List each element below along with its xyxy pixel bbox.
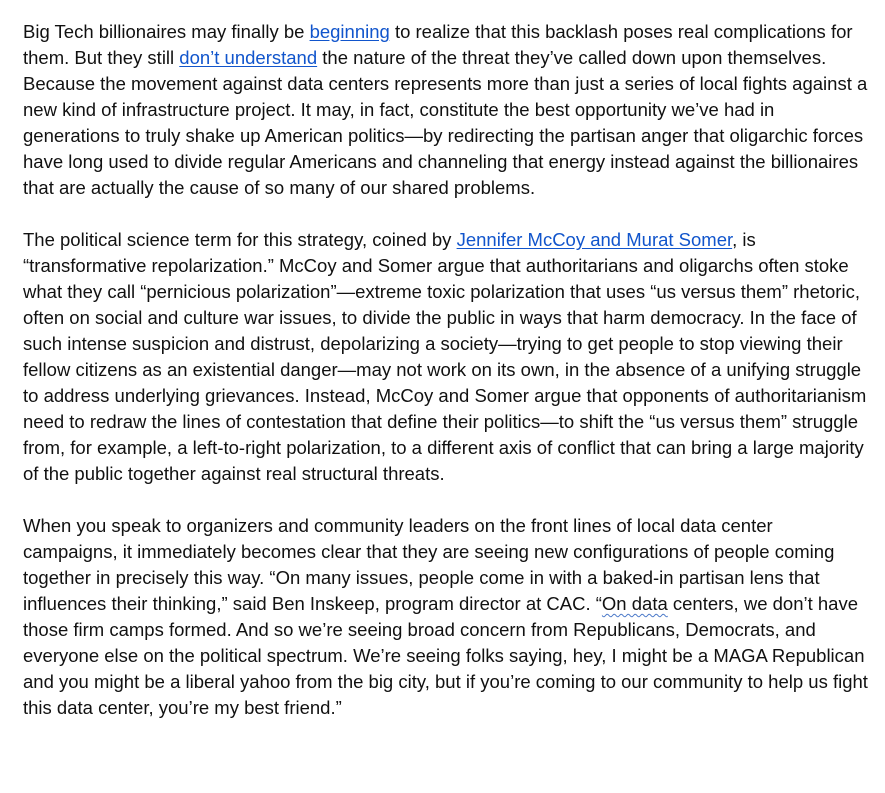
text-segment: When you speak to organizers and community leaders on the front lines of local data center campaigns, it immediately becomes clear that they are seeing new configurations of people coming together in precisely this way. “On many issues, people come in with a baked-in partisan lens that influences their thinking,” said Ben Inskeep, program director at CAC. “: [23, 515, 835, 614]
document-body: [23, 19, 868, 721]
text-segment: , is “transformative repolarization.” McCoy and Somer argue that authoritarians and oligarchs often stoke what they call “pernicious polarization”—extreme toxic polarization that uses “us versus them” rhetoric, often on social and culture war issues, to divide the public in ways that harm democracy. In the face of such intense suspicion and distrust, depolarizing a society—trying to get people to stop viewing their fellow citizens as an existential danger—may not work on its own, in the absence of a unifying struggle to address underlying grievances. Instead, McCoy and Somer argue that opponents of authoritarianism need to redraw the lines of contestation that define their politics—to shift the “us versus them” struggle from, for example, a left-to-right polarization, to a different axis of conflict that can bring a large majority of the public together against real structural threats.: [23, 229, 867, 484]
paragraph-2: [23, 227, 868, 487]
text-segment: Big Tech billionaires may finally be: [23, 21, 310, 42]
paragraph-1: [23, 19, 868, 201]
text-segment: to realize that this backlash poses real complications for them. But they still: [23, 21, 853, 68]
link-dont-understand[interactable]: don’t understand: [179, 47, 318, 68]
link-beginning[interactable]: beginning: [309, 21, 390, 42]
paragraph-3: [23, 513, 868, 721]
link-mccoy-somer[interactable]: Jennifer McCoy and Murat Somer: [456, 229, 733, 250]
text-segment: centers, we don’t have those firm camps formed. And so we’re seeing broad concern from Republicans, Democrats, and everyone else on the political spectrum. We’re seeing folks saying, hey, I might be a MAGA Republican and you might be a liberal yahoo from the big city, but if you’re coming to our community to help us fight this data center, you’re my best friend.”: [23, 593, 868, 718]
spellcheck-underlined-text[interactable]: On data: [601, 593, 668, 614]
text-segment: the nature of the threat they’ve called down upon themselves. Because the movement against data centers represents more than just a series of local fights against a new kind of infrastructure project. It may, in fact, constitute the best opportunity we’ve had in generations to truly shake up American politics—by redirecting the partisan anger that oligarchic forces have long used to divide regular Americans and channeling that energy instead against the billionaires that are actually the cause of so many of our shared problems.: [23, 47, 868, 198]
text-segment: The political science term for this strategy, coined by: [23, 229, 457, 250]
